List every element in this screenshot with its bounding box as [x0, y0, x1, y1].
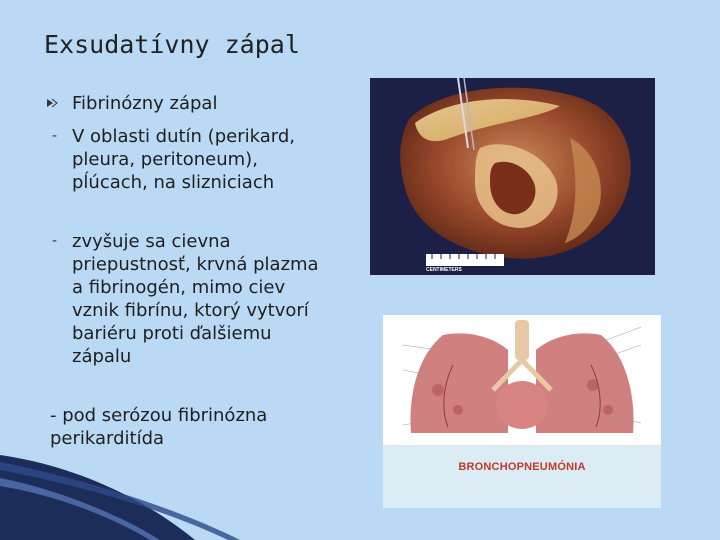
ruler-label: CENTIMETERS [426, 267, 462, 273]
point3-line: perikarditída [50, 428, 165, 449]
bullet-heading: Fibrinózny zápal [72, 93, 218, 114]
diagram-caption: BRONCHOPNEUMÓNIA [458, 461, 586, 473]
point1-line: V oblasti dutín (perikard, [72, 126, 295, 147]
point2-line: priepustnosť, krvná plazma [72, 254, 319, 275]
slide-title: Exsudatívny zápal [44, 30, 300, 59]
dash-marker: - [52, 128, 58, 144]
point2-line: a fibrinogén, mimo ciev [72, 277, 286, 298]
point2-line: zápalu [72, 346, 132, 367]
point2-line: bariéru proti ďalšiemu [72, 323, 272, 344]
point2-line: vznik fibrínu, ktorý vytvorí [72, 300, 309, 321]
point1-line: pĺúcach, na slizniciach [72, 172, 275, 193]
point2-line: zvyšuje sa cievna [72, 231, 231, 252]
point1-line: pleura, peritoneum), [72, 149, 258, 170]
dash-marker: - [52, 233, 58, 249]
point3-line: - pod serózou fibrinózna [50, 405, 268, 426]
